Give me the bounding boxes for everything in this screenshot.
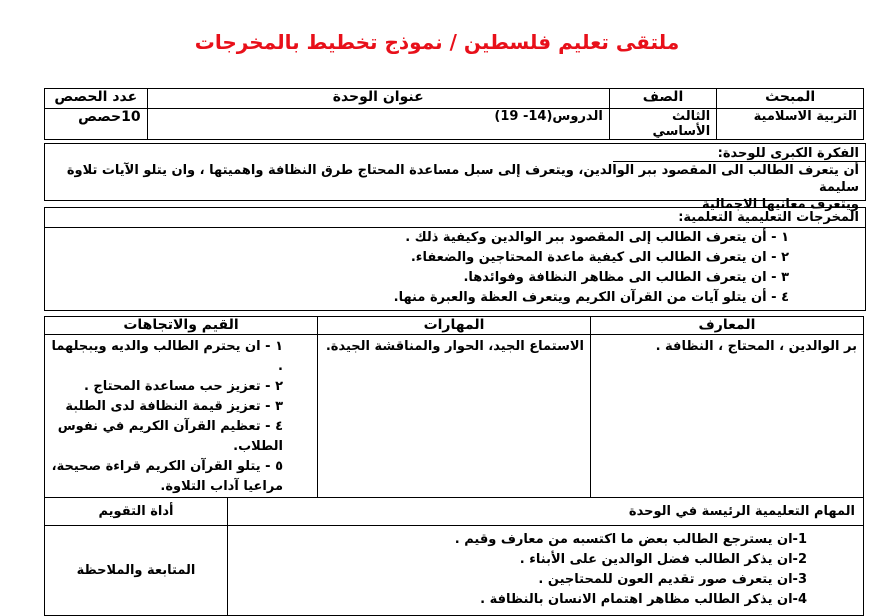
skills-value: الاستماع الجيد، الحوار والمناقشة الجيدة. bbox=[318, 335, 591, 498]
tasks-table bbox=[44, 497, 864, 616]
values-label: القيم والاتجاهات bbox=[45, 317, 318, 335]
outcomes-heading: المخرجات التعليمية التعلمية: bbox=[45, 208, 865, 228]
unit-label: عنوان الوحدة bbox=[147, 89, 609, 109]
list-item: ٣ - تعزيز قيمة النظافة لدى الطلبة bbox=[65, 399, 283, 414]
list-item: ٤ - تعظيم القرآن الكريم في نفوس bbox=[57, 419, 283, 434]
list-item: ٢ - ان يتعرف الطالب الى كيفية ماعدة المحتاجين والضعفاء. bbox=[410, 250, 789, 265]
big-idea-heading: الفكرة الكبرى للوحدة: bbox=[613, 144, 865, 162]
page-title: ملتقى تعليم فلسطين / نموذج تخطيط بالمخرجات bbox=[194, 30, 680, 54]
skills-label: المهارات bbox=[318, 317, 591, 335]
list-item: 2-ان يذكر الطالب فضل الوالدين على الأبناء . bbox=[519, 552, 807, 567]
big-idea-box bbox=[44, 143, 866, 212]
list-item: ٤ - أن يتلو آيات من القرآن الكريم ويتعرف العظة والعبرة منها. bbox=[393, 290, 789, 305]
subject-label: المبحث bbox=[717, 89, 864, 109]
assessment-value: المتابعة والملاحظة bbox=[45, 526, 228, 616]
subject-value: التربية الاسلامية bbox=[717, 109, 864, 140]
values-cell bbox=[45, 335, 318, 498]
list-item: الطلاب. bbox=[233, 439, 283, 454]
unit-value: الدروس(14- 19) bbox=[147, 109, 609, 140]
list-item: مراعيا آداب التلاوة. bbox=[160, 479, 283, 494]
list-item: 4-ان يذكر الطالب مظاهر اهتمام الانسان بالنظافة . bbox=[480, 592, 807, 607]
outcomes-list bbox=[45, 228, 865, 308]
periods-value: 10حصص bbox=[45, 109, 148, 140]
list-item: ٥ - يتلو القرآن الكريم قراءة صحيحة، bbox=[51, 459, 283, 474]
list-item: ٣ - ان يتعرف الطالب الى مظاهر النظافة وفوائدها. bbox=[463, 270, 789, 285]
list-item: ٢ - تعزيز حب مساعدة المحتاج . bbox=[83, 379, 283, 394]
grade-value: الثالث الأساسي bbox=[609, 109, 716, 140]
list-item: ١ - أن يتعرف الطالب إلى المقصود ببر الوالدين وكيفية ذلك . bbox=[405, 230, 789, 245]
big-idea-line: ويتعرف معانيها الاجمالية bbox=[702, 197, 859, 212]
unit-info-table bbox=[44, 88, 864, 140]
knowledge-label: المعارف bbox=[591, 317, 864, 335]
tasks-label: المهام التعليمية الرئيسة في الوحدة bbox=[228, 498, 864, 526]
big-idea-line: أن يتعرف الطالب الى المقصود ببر الوالدين، ويتعرف إلى سبل مساعدة المحتاج طرق النظافة واهميتها ، وان يتلو الآيات تلاوة سليمة bbox=[66, 163, 859, 195]
periods-label: عدد الحصص bbox=[45, 89, 148, 109]
grade-label: الصف bbox=[609, 89, 716, 109]
tasks-cell bbox=[228, 526, 864, 616]
knowledge-value: بر الوالدين ، المحتاج ، النظافة . bbox=[591, 335, 864, 498]
assessment-label: أداة التقويم bbox=[45, 498, 228, 526]
list-item: 1-ان يسترجع الطالب بعض ما اكتسبه من معارف وقيم . bbox=[454, 532, 807, 547]
outcomes-box bbox=[44, 207, 866, 311]
kas-table bbox=[44, 316, 864, 498]
list-item: ١ - ان يحترم الطالب والديه ويبجلهما . bbox=[51, 339, 283, 374]
list-item: 3-ان يتعرف صور تقديم العون للمحتاجين . bbox=[538, 572, 807, 587]
